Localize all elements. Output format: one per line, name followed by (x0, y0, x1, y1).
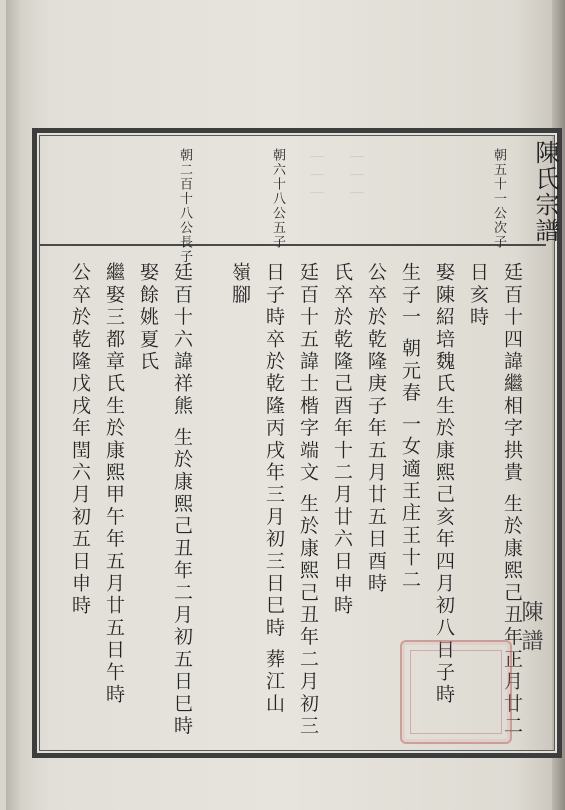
book-spine (6, 0, 20, 810)
margin-stamp-text: 陳 譜 (518, 600, 543, 651)
book-title: 陳氏宗譜 (531, 140, 559, 244)
body-column-10: 廷百十六諱祥熊 生於康熙己丑年二月初五日巳時 (171, 262, 193, 738)
body-column-13: 公卒於乾隆戊戌年閏六月初五日申時 (69, 262, 91, 618)
header-column-3: 朝二百十八公長子 (177, 148, 192, 264)
body-column-9: 嶺腳 (229, 262, 251, 307)
body-column-8: 日子時卒於乾隆丙戌年三月初三日巳時 葬江山 (263, 262, 285, 716)
red-seal-stamp (400, 640, 512, 744)
header-divider-line (40, 244, 546, 246)
body-column-3: 娶陳紹培魏氏生於康熙己亥年四月初八日子時 (433, 262, 455, 706)
bleed-through-text: ｜｜｜ (308, 150, 324, 204)
book-page (6, 0, 559, 810)
body-column-11: 娶餘姚夏氏 (137, 262, 159, 373)
body-column-5: 公卒於乾隆庚子年五月廿五日酉時 (365, 262, 387, 595)
body-column-12: 繼娶三都章氏生於康熙甲午年五月廿五日午時 (103, 262, 125, 706)
red-seal-inner-border (410, 650, 502, 734)
body-column-2: 日亥時 (467, 262, 489, 329)
header-column-1: 朝五十一公次子 (491, 148, 506, 250)
body-column-1: 廷百十四諱繼相字拱貴 生於康熙己丑年正月廿二 (501, 262, 523, 738)
header-column-2: 朝六十八公五子 (270, 148, 285, 250)
body-column-7: 廷百十五諱士楷字端文 生於康熙己丑年二月初三 (297, 262, 319, 738)
body-column-4: 生子一 朝元春 一女適王庄王十二 (399, 262, 421, 592)
body-column-6: 氏卒於乾隆己酉年十二月廿六日申時 (331, 262, 353, 618)
bleed-through-text: ｜｜｜ (348, 150, 364, 204)
